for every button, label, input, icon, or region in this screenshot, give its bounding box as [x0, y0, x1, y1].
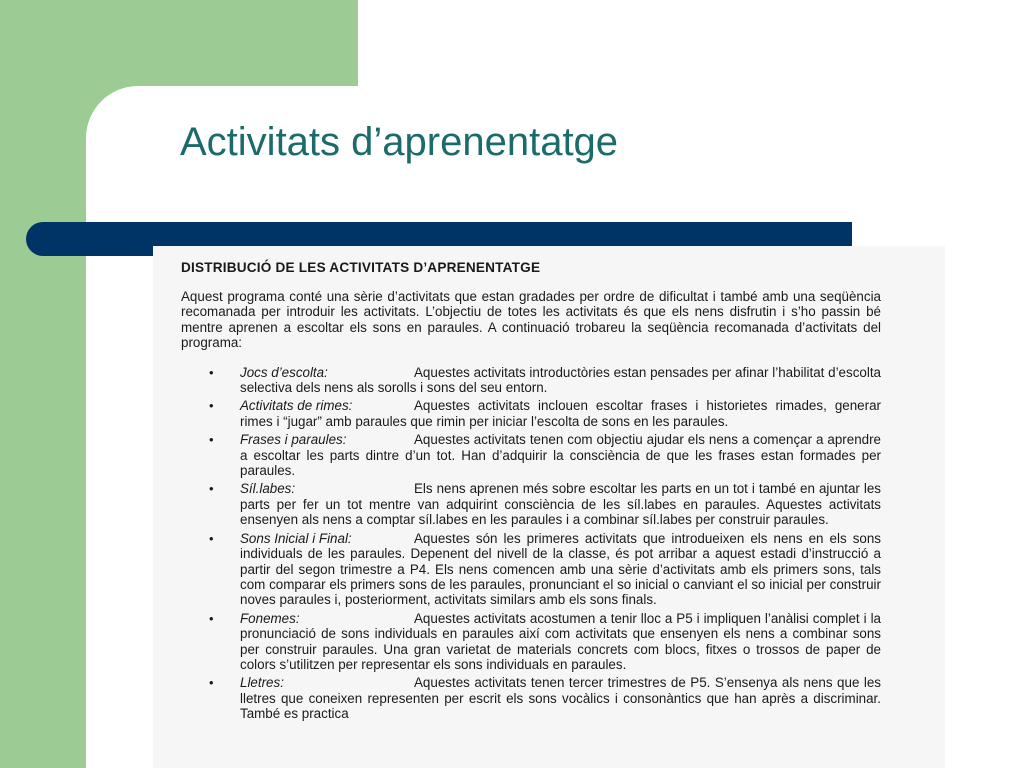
- bullet-icon: •: [209, 432, 214, 448]
- scanned-document-image: [153, 246, 945, 768]
- list-item: [181, 611, 881, 673]
- document-intro-paragraph: Aquest programa conté una sèrie d’activitats que estan gradades per ordre de dificultat i també amb una seqüència recomanada per introduir les activitats. L’objectiu de totes les activitats és que els nens disfrutin i s’ho passin bé mentre aprenen a escoltar els sons en paraules. A continuació trobareu la seqüència recomanada d’activitats del programa:: [181, 289, 881, 351]
- activity-list: [181, 365, 881, 722]
- list-item: [181, 531, 881, 608]
- activity-description: Aquestes són les primeres activitats que introdueixen els nens en els sons individuals de les paraules. Depenent del nivell de la classe, és pot arribar a aquest estadi d’instrucció a partir del segon trimestre a P4. Els nens comencen amb una sèrie d’activitats amb els primers sons, tals com comparar els primers sons de les paraules, pronunciant el so inicial o canviant el so inicial per construir noves paraules i, posteriorment, activitats similars amb els sons finals.: [240, 530, 881, 608]
- bullet-icon: •: [209, 675, 214, 691]
- bullet-icon: •: [209, 610, 214, 626]
- bullet-icon: •: [209, 398, 214, 414]
- activity-term: Sons Inicial i Final:: [240, 530, 352, 546]
- activity-description: Aquestes activitats tenen com objectiu ajudar els nens a començar a aprendre a escoltar les parts dintre d’un tot. Han d’adquirir la consciència de que les frases estan formades per paraules.: [240, 432, 881, 479]
- activity-term: Fonemes:: [240, 610, 300, 626]
- activity-description: Aquestes activitats tenen tercer trimestres de P5. S’ensenya als nens que les lletres que coneixen representen per escrit els sons vocàlics i consonàntics que han après a discriminar. També es practica: [240, 675, 881, 722]
- activity-description: Aquestes activitats inclouen escoltar frases i historietes rimades, generar rimes i “jugar” amb paraules que rimin per iniciar l’escolta de sons en les paraules.: [240, 398, 881, 429]
- slide-title: Activitats d’aprenentatge: [180, 120, 619, 164]
- list-item: [181, 365, 881, 396]
- activity-description: Aquestes activitats acostumen a tenir lloc a P5 i impliquen l’anàlisi complet i la pronunciació de sons individuals en paraules així com activitats que ensenyen els nens a combinar sons per construir paraules. Una gran varietat de materials concrets com blocs, fitxes o trossos de paper de colors s’utilitzen per representar els sons individuals en paraules.: [240, 610, 881, 672]
- document-content: [181, 260, 881, 722]
- bullet-icon: •: [209, 481, 214, 497]
- list-item: [181, 432, 881, 478]
- list-item: [181, 675, 881, 721]
- activity-term: Síl.labes:: [240, 481, 296, 497]
- bullet-icon: •: [209, 530, 214, 546]
- activity-term: Jocs d’escolta:: [240, 364, 328, 380]
- list-item: [181, 398, 881, 429]
- activity-description: Aquestes activitats introductòries estan pensades per afinar l’habilitat d’escolta selectiva dels nens als sorolls i sons del seu entorn.: [240, 364, 881, 396]
- document-heading: DISTRIBUCIÓ DE LES ACTIVITATS D’APRENENTATGE: [181, 260, 541, 275]
- bullet-icon: •: [209, 364, 214, 380]
- activity-term: Frases i paraules:: [240, 432, 347, 448]
- activity-description: Els nens aprenen més sobre escoltar les parts en un tot i també en ajuntar les parts per fer un tot mentre van adquirint consciència de les síl.labes en paraules. Aquestes activitats ensenyen als nens a comptar síl.labes en les paraules i a combinar síl.labes per construir paraules.: [240, 481, 881, 528]
- activity-term: Activitats de rimes:: [240, 398, 353, 414]
- list-item: [181, 481, 881, 527]
- activity-term: Lletres:: [240, 675, 284, 691]
